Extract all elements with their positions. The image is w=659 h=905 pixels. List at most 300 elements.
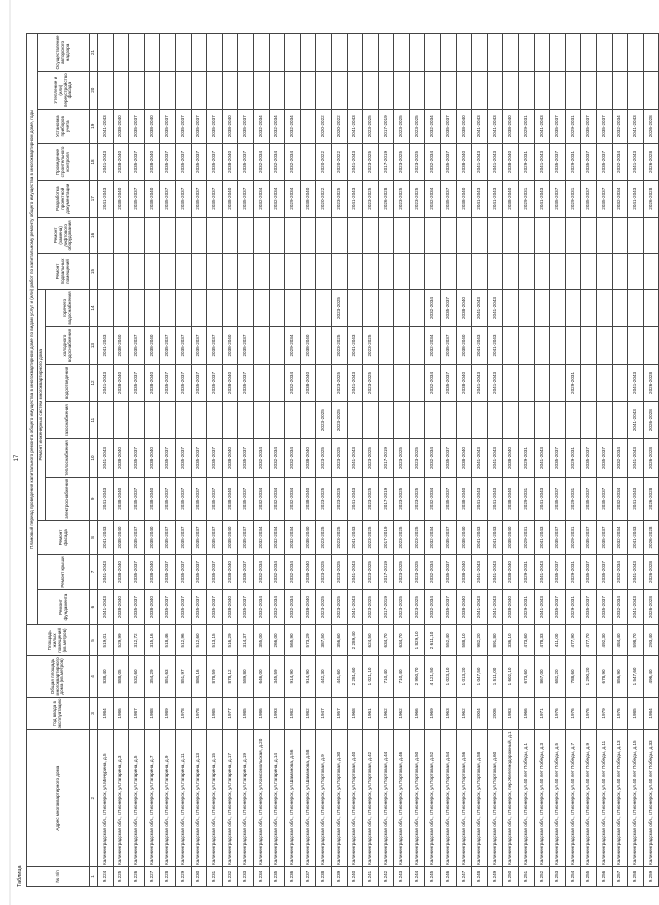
row-period: 2041-2043 [487, 289, 503, 327]
table-row [565, 34, 581, 887]
row-address: Калининградская обл., г.Пионерск, ул.Портовая, д.58 [472, 730, 488, 867]
row-period [207, 254, 223, 290]
row-period: 2035-2037 [129, 109, 145, 143]
row-period: 2032-2034 [269, 144, 285, 181]
row-period: 2041-2043 [628, 520, 644, 554]
row-period: 2029-2034 [285, 327, 301, 365]
row-period [300, 34, 316, 72]
row-period [222, 217, 238, 254]
row-address: Калининградская обл., г.Пионерск, ул.40 лет Победы, д.33 [643, 730, 659, 867]
row-period: 2032-2034 [425, 439, 441, 478]
row-period: 2038-2040 [222, 144, 238, 181]
row-period: 2035-2037 [238, 327, 254, 365]
row-year: 1989 [160, 697, 176, 730]
row-period: 2038-2040 [456, 109, 472, 143]
row-period [175, 71, 191, 109]
table-row [628, 34, 644, 887]
row-period: 2041-2043 [628, 180, 644, 217]
row-period [643, 71, 659, 109]
row-period: 2038-2040 [300, 589, 316, 625]
table-body [90, 34, 659, 887]
row-period [503, 289, 519, 327]
header-group-title: Плановый период проведения капитального ремонта общего имущества в многоквартирном доме по видам услуг и (или) работ по капитальному ремонту общего имущества в многоквартирном доме, годы [27, 34, 38, 625]
row-area-total: 496,40 [643, 656, 659, 697]
row-period: 2041-2043 [347, 327, 363, 365]
row-period: 2032-2034 [253, 439, 269, 478]
row-period: 2023-2025 [394, 439, 410, 478]
row-period: 2041-2043 [628, 109, 644, 143]
row-period: 2035-2037 [597, 439, 613, 478]
row-period [503, 327, 519, 365]
row-period: 2035-2037 [597, 520, 613, 554]
row-address: Калининградская обл., г.Пионерск, ул.Портовая, д.56 [456, 730, 472, 867]
header-col: холодного водоснабжения [46, 327, 90, 365]
row-period: 2041-2043 [472, 289, 488, 327]
row-period [550, 402, 566, 439]
header-area-total: Общая площадь многоквартирного дома (кв.метров) [27, 656, 90, 697]
row-period [643, 34, 659, 72]
row-period: 2032-2034 [253, 109, 269, 143]
row-area-living: 314,37 [238, 625, 254, 656]
row-period: 2032-2034 [425, 520, 441, 554]
row-period: 2035-2037 [581, 520, 597, 554]
row-period [144, 254, 160, 290]
row-period [643, 217, 659, 254]
row-area-total: 880,16 [191, 656, 207, 697]
row-period: 2038-2040 [503, 477, 519, 520]
row-period [269, 71, 285, 109]
column-number: 16 [90, 217, 98, 254]
row-period: 2023-2025 [363, 439, 379, 478]
row-period: 2038-2040 [222, 180, 238, 217]
row-period: 2038-2040 [144, 439, 160, 478]
row-period [425, 217, 441, 254]
row-period: 2041-2043 [347, 439, 363, 478]
row-area-total: 710,40 [378, 656, 394, 697]
row-year: 1963 [441, 697, 457, 730]
header-col: Установка приборов учета [38, 109, 90, 143]
row-period [487, 254, 503, 290]
row-year: 1982 [300, 697, 316, 730]
row-period [222, 71, 238, 109]
row-period: 2035-2037 [581, 180, 597, 217]
row-period [628, 289, 644, 327]
row-address: Калининградская обл., г.Пионерск, ул.Шаманова, д.56 [285, 730, 301, 867]
row-period [628, 71, 644, 109]
row-area-living: 891,80 [487, 625, 503, 656]
row-period: 2035-2037 [581, 109, 597, 143]
row-area-living: 2 289,40 [347, 625, 363, 656]
row-period: 2041-2043 [472, 327, 488, 365]
row-period: 2038-2040 [456, 364, 472, 401]
row-period [456, 402, 472, 439]
row-period: 2032-2034 [425, 364, 441, 401]
row-period: 2017-2019 [378, 477, 394, 520]
row-area-total: 1 023,10 [441, 656, 457, 697]
row-period: 2035-2037 [238, 144, 254, 181]
row-area-living: 1 829,10 [409, 625, 425, 656]
row-area-total: 1 602,10 [503, 656, 519, 697]
row-period [285, 402, 301, 439]
row-period [565, 289, 581, 327]
row-period: 2032-2034 [612, 520, 628, 554]
row-period [472, 34, 488, 72]
table-row [316, 34, 332, 887]
row-address: Калининградская обл., г.Пионерск, ул.Гагарина, д.5 [129, 730, 145, 867]
row-area-total: 2 950,70 [409, 656, 425, 697]
row-period: 2041-2043 [472, 589, 488, 625]
row-period [113, 34, 129, 72]
row-period: 2041-2043 [487, 109, 503, 143]
row-year: 1986 [113, 697, 129, 730]
row-period: 2023-2025 [409, 180, 425, 217]
row-period: 2035-2037 [581, 144, 597, 181]
row-area-living: 411,00 [550, 625, 566, 656]
row-period [285, 254, 301, 290]
row-period [487, 402, 503, 439]
row-period: 2038-2040 [503, 180, 519, 217]
row-number: 9.237 [300, 867, 316, 887]
row-period: 2041-2043 [472, 520, 488, 554]
row-period [597, 71, 613, 109]
row-address: Калининградская обл., г.Пионерск, ул.40 лет Победы, д.15 [628, 730, 644, 867]
row-period: 2017-2019 [378, 520, 394, 554]
row-period [519, 402, 535, 439]
row-period: 2029-2031 [519, 144, 535, 181]
row-period: 2026-2028 [643, 439, 659, 478]
row-period [253, 217, 269, 254]
row-period: 2035-2037 [441, 477, 457, 520]
table-row [363, 34, 379, 887]
header-col: Разработка проектной документации [38, 180, 90, 217]
column-number: 21 [90, 34, 98, 72]
row-period: 2038-2040 [300, 327, 316, 365]
column-number: 17 [90, 180, 98, 217]
column-number: 18 [90, 144, 98, 181]
row-period: 2032-2034 [253, 144, 269, 181]
row-period: 2035-2037 [191, 144, 207, 181]
row-period [394, 217, 410, 254]
row-period [394, 34, 410, 72]
table-row [581, 34, 597, 887]
row-period: 2038-2040 [300, 364, 316, 401]
row-period: 2032-2034 [269, 477, 285, 520]
row-period: 2041-2043 [98, 109, 114, 143]
row-period: 2032-2034 [425, 589, 441, 625]
table-row [347, 34, 363, 887]
row-period: 2038-2040 [144, 144, 160, 181]
row-period: 2026-2028 [378, 180, 394, 217]
row-period: 2035-2037 [160, 477, 176, 520]
table-row [550, 34, 566, 887]
row-period: 2035-2037 [441, 589, 457, 625]
row-period: 2038-2040 [222, 520, 238, 554]
row-period [503, 402, 519, 439]
row-year: 1976 [550, 697, 566, 730]
row-period: 2038-2040 [503, 520, 519, 554]
row-period: 2035-2037 [207, 364, 223, 401]
table-row [456, 34, 472, 887]
row-period: 2020-2022 [331, 109, 347, 143]
row-period [534, 402, 550, 439]
row-period: 2035-2037 [175, 144, 191, 181]
row-period: 2035-2037 [191, 589, 207, 625]
row-period [191, 217, 207, 254]
row-area-total: 646,00 [253, 656, 269, 697]
row-period [597, 289, 613, 327]
row-year: 1979 [597, 697, 613, 730]
row-period [581, 364, 597, 401]
row-number: 9.245 [425, 867, 441, 887]
row-period: 2023-2025 [363, 477, 379, 520]
row-period [269, 402, 285, 439]
column-number: 2 [90, 730, 98, 867]
row-area-total: 4 121,50 [425, 656, 441, 697]
row-period: 2020-2022 [316, 144, 332, 181]
header-col: Ремонт (замена) лифтового оборудования [38, 217, 90, 254]
row-period: 2023-2025 [363, 589, 379, 625]
row-area-living: 529,99 [113, 625, 129, 656]
row-period: 2035-2037 [175, 180, 191, 217]
row-period [363, 289, 379, 327]
row-period: 2035-2037 [160, 555, 176, 589]
row-period: 2041-2043 [628, 144, 644, 181]
row-period [285, 289, 301, 327]
row-area-living: 512,60 [191, 625, 207, 656]
row-period: 2035-2037 [238, 180, 254, 217]
row-period [503, 254, 519, 290]
table-row [441, 34, 457, 887]
row-period: 2041-2043 [628, 402, 644, 439]
row-period [316, 34, 332, 72]
row-period: 2032-2034 [612, 477, 628, 520]
row-period: 2035-2037 [597, 589, 613, 625]
row-period: 2023-2025 [363, 364, 379, 401]
header-col: Проведение строительного контроля [38, 144, 90, 181]
row-period: 2023-2025 [394, 589, 410, 625]
row-number: 9.259 [643, 867, 659, 887]
row-area-total: 589,80 [238, 656, 254, 697]
column-number: 15 [90, 254, 98, 290]
row-period: 2035-2037 [160, 180, 176, 217]
row-period: 2041-2043 [534, 144, 550, 181]
row-period [222, 34, 238, 72]
row-period: 2032-2034 [612, 589, 628, 625]
row-period [534, 327, 550, 365]
row-area-living: 315,16 [144, 625, 160, 656]
row-period: 2038-2040 [113, 364, 129, 401]
row-period: 2041-2043 [628, 364, 644, 401]
header-col: Ремонт крыши [38, 555, 90, 589]
row-period: 2035-2037 [160, 109, 176, 143]
row-period: 2038-2040 [503, 439, 519, 478]
row-number: 9.233 [238, 867, 254, 887]
row-period: 2038-2040 [113, 439, 129, 478]
row-year: 1947 [316, 697, 332, 730]
row-area-living: 516,29 [222, 625, 238, 656]
row-period: 2041-2043 [347, 589, 363, 625]
row-period [612, 289, 628, 327]
row-period [519, 71, 535, 109]
row-period [409, 289, 425, 327]
row-period [472, 71, 488, 109]
row-period [409, 254, 425, 290]
row-period: 2041-2043 [487, 364, 503, 401]
row-period [144, 217, 160, 254]
row-period [394, 71, 410, 109]
row-area-total: 710,40 [394, 656, 410, 697]
row-number: 9.231 [207, 867, 223, 887]
row-period: 2023-2025 [409, 589, 425, 625]
row-area-total: 345,59 [269, 656, 285, 697]
column-number-row [90, 34, 98, 887]
column-number: 9 [90, 477, 98, 520]
row-period: 2032-2034 [425, 180, 441, 217]
row-period [347, 402, 363, 439]
row-area-total: 678,90 [597, 656, 613, 697]
table-row [253, 34, 269, 887]
row-period: 2035-2037 [207, 439, 223, 478]
table-row [472, 34, 488, 887]
row-period: 2023-2025 [331, 477, 347, 520]
row-number: 9.232 [222, 867, 238, 887]
row-address: Калининградская обл., г.Пионерск, ул.Портовая, д.54 [441, 730, 457, 867]
row-period: 2035-2037 [160, 327, 176, 365]
header-col: газоснабжения [46, 402, 90, 439]
row-period [643, 327, 659, 365]
row-period [222, 254, 238, 290]
table-row [597, 34, 613, 887]
row-period: 2026-2028 [643, 180, 659, 217]
row-area-total: 867,00 [534, 656, 550, 697]
row-period [144, 402, 160, 439]
row-period: 2035-2037 [175, 520, 191, 554]
row-period [565, 254, 581, 290]
row-period: 2035-2037 [191, 555, 207, 589]
row-period: 2032-2034 [269, 589, 285, 625]
row-period: 2041-2043 [347, 144, 363, 181]
row-period [425, 71, 441, 109]
row-period: 2032-2034 [612, 555, 628, 589]
table-row [534, 34, 550, 887]
row-period [363, 71, 379, 109]
row-area-total: 1 290,20 [581, 656, 597, 697]
row-period: 2035-2037 [207, 477, 223, 520]
row-area-living: 293,40 [643, 625, 659, 656]
row-period: 2032-2034 [425, 144, 441, 181]
row-period [612, 34, 628, 72]
row-period [550, 289, 566, 327]
header-col: электроснабжения [46, 477, 90, 520]
row-year: 1968 [347, 697, 363, 730]
row-period [160, 402, 176, 439]
row-period [238, 254, 254, 290]
row-area-total: 1 047,50 [472, 656, 488, 697]
row-period: 2038-2040 [144, 477, 160, 520]
row-period [550, 364, 566, 401]
row-period: 2029-2031 [565, 555, 581, 589]
row-year: 1966 [519, 697, 535, 730]
row-period [378, 402, 394, 439]
row-period: 2038-2040 [503, 555, 519, 589]
row-period: 2035-2037 [238, 439, 254, 478]
row-period [160, 289, 176, 327]
row-period: 2023-2025 [316, 439, 332, 478]
row-period [565, 217, 581, 254]
row-period: 2038-2040 [456, 589, 472, 625]
row-period: 2032-2034 [269, 439, 285, 478]
row-area-living: 387,50 [316, 625, 332, 656]
row-period: 2023-2025 [394, 109, 410, 143]
row-period [503, 364, 519, 401]
row-period: 2035-2037 [207, 327, 223, 365]
row-period: 2032-2034 [269, 520, 285, 554]
row-period: 2038-2040 [144, 520, 160, 554]
row-period: 2023-2025 [331, 589, 347, 625]
row-address: Калининградская обл., г.Пионерск, ул.Гагарина, д.3 [113, 730, 129, 867]
row-period: 2035-2037 [550, 144, 566, 181]
row-period [597, 327, 613, 365]
row-period: 2035-2037 [550, 439, 566, 478]
row-area-living: 519,01 [98, 625, 114, 656]
row-period: 2035-2037 [597, 109, 613, 143]
row-year: 1969 [425, 697, 441, 730]
row-period [316, 289, 332, 327]
row-period [222, 402, 238, 439]
row-area-living: 634,70 [394, 625, 410, 656]
row-period [253, 327, 269, 365]
row-period: 2038-2040 [222, 109, 238, 143]
column-number: 8 [90, 520, 98, 554]
row-period: 2026-2028 [643, 144, 659, 181]
row-period: 2038-2040 [503, 109, 519, 143]
row-area-total: 788,60 [565, 656, 581, 697]
row-period [472, 402, 488, 439]
header-col: Ремонт фундамента [38, 589, 90, 625]
row-area-living: 473,60 [519, 625, 535, 656]
row-period [98, 402, 114, 439]
row-year: 1988 [144, 697, 160, 730]
capital-repair-table [26, 33, 659, 887]
row-period [550, 71, 566, 109]
row-period [378, 217, 394, 254]
row-period: 2035-2037 [550, 477, 566, 520]
row-period: 2041-2043 [534, 555, 550, 589]
row-period: 2035-2037 [207, 520, 223, 554]
row-number: 9.239 [331, 867, 347, 887]
row-period: 2041-2043 [534, 180, 550, 217]
row-number: 9.257 [612, 867, 628, 887]
row-period [628, 34, 644, 72]
row-period: 2041-2043 [98, 477, 114, 520]
row-period [144, 34, 160, 72]
row-period: 2035-2037 [238, 520, 254, 554]
row-period: 2023-2025 [409, 109, 425, 143]
row-period [347, 34, 363, 72]
row-period: 2041-2043 [347, 180, 363, 217]
table-row [612, 34, 628, 887]
row-period: 2035-2037 [550, 589, 566, 625]
row-period: 2023-2025 [316, 555, 332, 589]
row-period: 2035-2037 [238, 555, 254, 589]
row-period [160, 34, 176, 72]
row-period [331, 217, 347, 254]
row-period [175, 34, 191, 72]
row-period: 2035-2037 [191, 520, 207, 554]
row-period [378, 71, 394, 109]
row-period: 2023-2025 [363, 555, 379, 589]
column-number: 6 [90, 589, 98, 625]
